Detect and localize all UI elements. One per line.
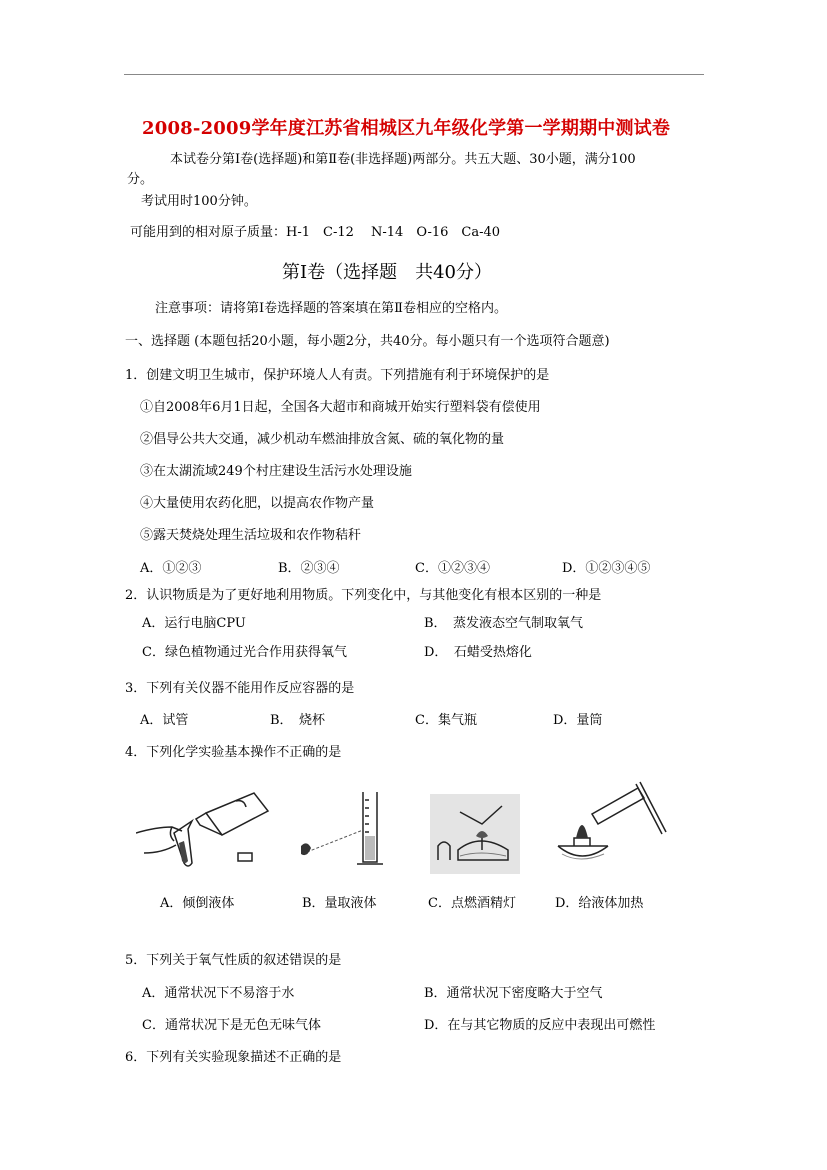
section-heading: 第Ⅰ卷（选择题 共40分） [282,262,493,283]
question-2-option-c: C．绿色植物通过光合作用获得氧气 [142,645,347,660]
graduated-cylinder-figure [295,790,385,868]
section-note: 注意事项：请将第Ⅰ卷选择题的答案填在第Ⅱ卷相应的空格内。 [155,301,507,316]
question-3-option-c: C．集气瓶 [415,713,477,728]
question-3-stem: 3．下列有关仪器不能用作反应容器的是 [125,681,355,696]
question-1-item: ③在太湖流域249个村庄建设生活污水处理设施 [140,464,412,479]
question-1-item: ④大量使用农药化肥，以提高农作物产量 [140,496,375,511]
question-2-stem: 2．认识物质是为了更好地利用物质。下列变化中，与其他变化有根本区别的一种是 [125,588,602,603]
question-1-item: ①自2008年6月1日起，全国各大超市和商城开始实行塑料袋有偿使用 [140,400,541,415]
question-5-stem: 5．下列关于氧气性质的叙述错误的是 [125,953,342,968]
atomic-masses: 可能用到的相对原子质量：H-1 C-12 N-14 O-16 Ca-40 [130,225,501,240]
question-2-option-d: D． 石蜡受热熔化 [424,645,532,660]
question-1-item: ②倡导公共大交通，减少机动车燃油排放含氮、硫的氧化物的量 [140,432,505,447]
question-5-option-d: D．在与其它物质的反应中表现出可燃性 [424,1018,656,1033]
question-5-option-b: B．通常状况下密度略大于空气 [424,986,603,1001]
question-1-option-d: D．①②③④⑤ [562,561,651,576]
question-1-item: ⑤露天焚烧处理生活垃圾和农作物秸秆 [140,528,362,543]
part-heading: 一、选择题 (本题包括20小题，每小题2分，共40分。每小题只有一个选项符合题意) [125,334,610,349]
question-5-option-c: C．通常状况下是无色无味气体 [142,1018,321,1033]
question-4-option-a: A．倾倒液体 [160,896,235,911]
question-3-option-a: A．试管 [140,713,189,728]
question-1-stem: 1．创建文明卫生城市，保护环境人人有责。下列措施有利于环境保护的是 [125,368,550,383]
question-4-option-d: D．给液体加热 [555,896,644,911]
intro-line-2: 分。 [127,172,154,187]
pouring-liquid-figure [136,783,276,873]
question-2-option-b: B． 蒸发液态空气制取氧气 [424,616,584,631]
heating-liquid-figure [552,780,667,875]
question-1-option-a: A．①②③ [140,561,202,576]
header-rule [124,74,704,75]
lighting-alcohol-lamp-figure [430,794,520,874]
question-3-option-d: D．量筒 [553,713,603,728]
question-5-option-a: A．通常状况下不易溶于水 [142,986,295,1001]
question-1-option-c: C．①②③④ [415,561,490,576]
intro-line-3: 考试用时100分钟。 [141,194,257,209]
question-3-option-b: B． 烧杯 [270,713,326,728]
intro-line-1: 本试卷分第Ⅰ卷(选择题)和第Ⅱ卷(非选择题)两部分。共五大题、30小题，满分100 [170,152,636,167]
question-4-option-c: C．点燃酒精灯 [428,896,516,911]
question-2-option-a: A．运行电脑CPU [142,616,246,631]
question-6-stem: 6．下列有关实验现象描述不正确的是 [125,1050,342,1065]
question-1-option-b: B．②③④ [278,561,340,576]
question-4-option-b: B．量取液体 [302,896,377,911]
page-title: 2008-2009学年度江苏省相城区九年级化学第一学期期中测试卷 [142,118,671,139]
question-4-stem: 4．下列化学实验基本操作不正确的是 [125,745,342,760]
